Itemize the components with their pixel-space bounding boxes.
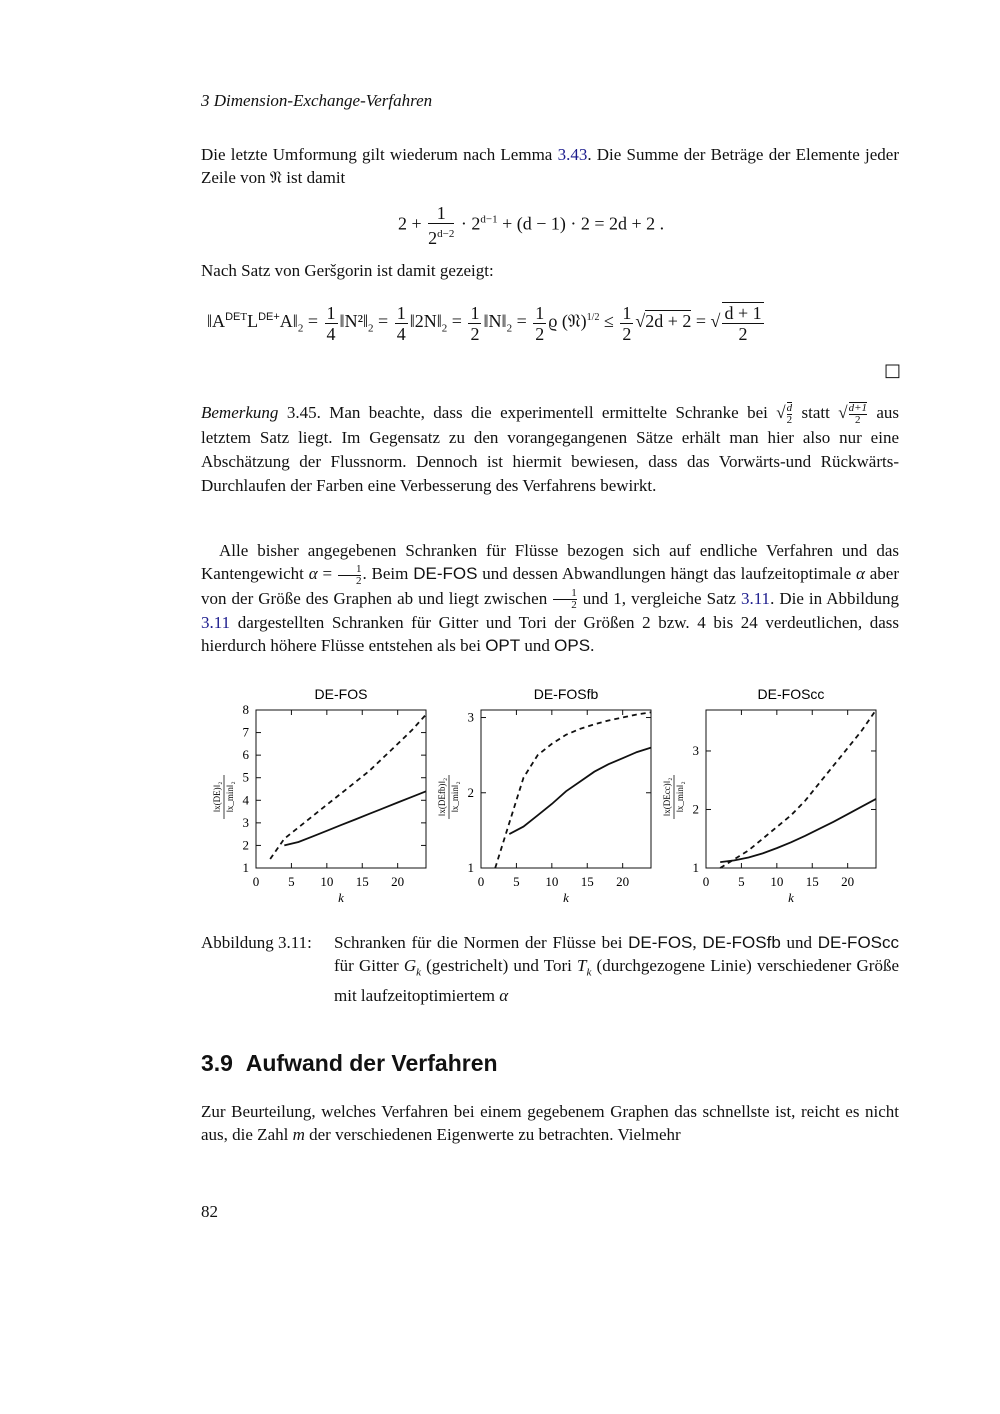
y-tick-label: 8: [242, 702, 249, 717]
x-tick-label: 20: [616, 874, 630, 889]
bounds-paragraph: Alle bisher angegebenen Schranken für Flüsse bezogen sich auf endliche Verfahren und das Kantengewicht α = $\frac{1}{2}$ . Beim DE-FOS und dessen Abwandlungen hängt das laufzeitoptimale α aber von der Größe des Graphen ab und liegt zwischen $\frac{1}{2}$ und 1, vergleiche Satz 3.11. Die in Abbildung 3.11 dargestellten Schranken für Gitter und Tori der Größen 2 bzw. 4 bis 24 verdeutlichen, dass hierdurch höhere Flüsse entstehen als bei OPT und OPS.: [201, 541, 899, 656]
chart-title: DE-FOS: [314, 686, 368, 702]
y-tick-label: 3: [242, 814, 249, 830]
chart-1: [212, 686, 426, 905]
series-tori-solid: [509, 748, 651, 835]
y-label-numerator: ‖x(DEcc)‖₂: [662, 777, 672, 817]
y-axis-label: [662, 775, 685, 819]
x-axis-label: k: [788, 890, 794, 905]
equation-row-sum: 2 + $\frac{1}{2^{d-2}}$ · $2^{d-1} + (d - 1) \cdot 2 = 2d + 2$ .: [398, 203, 665, 248]
lemma-link[interactable]: 3.43: [557, 145, 588, 164]
series-gitter-dashed: [270, 715, 426, 860]
chart-2: [437, 686, 651, 905]
series-gitter-dashed: [495, 712, 651, 868]
x-tick-label: 15: [805, 874, 819, 889]
chart-frame: [706, 710, 876, 868]
caption-label: Abbildung 3.11:: [201, 933, 312, 952]
abbildung-link[interactable]: 3.11: [201, 613, 231, 633]
figure-caption: Abbildung 3.11: Schranken für die Normen der Flüsse bei DE-FOS, DE-FOSfb und DE-FOScc für Gitter $G_k$ (gestrichelt) und Tori $T_k$ (durchgezogene Linie) verschiedener Größe mit laufzeitoptimiertem α: [201, 933, 900, 1006]
y-tick-label: 1: [692, 860, 699, 875]
x-axis-label: k: [563, 890, 569, 905]
satz-link[interactable]: 3.11: [740, 588, 771, 608]
y-tick-label: 3: [692, 742, 699, 758]
y-tick-label: 4: [242, 792, 249, 808]
x-tick-label: 5: [738, 874, 745, 889]
x-tick-label: 20: [841, 874, 855, 889]
y-tick-label: 7: [242, 724, 249, 740]
x-tick-label: 10: [770, 874, 784, 889]
y-tick-label: 2: [692, 801, 699, 817]
x-tick-label: 0: [702, 874, 710, 889]
section-heading: 3.9 Aufwand der Verfahren: [201, 1050, 498, 1076]
page-number: 82: [201, 1202, 218, 1221]
y-tick-label: 2: [242, 837, 249, 853]
y-label-denominator: ‖x_min‖₂: [450, 781, 460, 813]
chart-title: DE-FOScc: [757, 686, 825, 702]
running-header: 3 Dimension-Exchange-Verfahren: [201, 91, 433, 110]
y-tick-label: 2: [467, 784, 474, 800]
intro-paragraph: Die letzte Umformung gilt wiederum nach Lemma 3.43. Die Summe der Beträge der Elemente jeder Zeile von 𝔑 ist damit: [201, 145, 899, 187]
chart-title: DE-FOSfb: [533, 686, 599, 702]
qed-symbol: □: [884, 360, 902, 381]
y-axis-label: [212, 775, 235, 819]
chart-frame: [256, 710, 426, 868]
x-tick-label: 15: [355, 874, 369, 889]
remark-paragraph: Bemerkung 3.45. Man beachte, dass die experimentell ermittelte Schranke bei √ $\frac{d}{2}$ statt √ $\frac{d+1}{2}$ aus letztem Satz liegt. Im Gegensatz zu den vorangegangenen Sätze erhält man hier also nur eine Abschätzung der Flussnorm. Dennoch ist hiermit bewiesen, dass das Vorwärts-und Rückwärts-Durchlaufen der Farben eine Verbesserung des Verfahrens bewirkt.: [201, 402, 900, 496]
series-tori-solid: [284, 791, 426, 845]
x-tick-label: 15: [580, 874, 594, 889]
x-tick-label: 10: [545, 874, 559, 889]
y-tick-label: 1: [467, 860, 474, 875]
y-label-numerator: ‖x(DE)‖₂: [212, 781, 222, 813]
chart-frame: [481, 710, 651, 868]
x-tick-label: 0: [477, 874, 485, 889]
series-gitter-dashed: [720, 710, 876, 868]
y-tick-label: 6: [242, 747, 249, 763]
x-tick-label: 5: [288, 874, 295, 889]
x-axis-label: k: [338, 890, 344, 905]
x-tick-label: 20: [391, 874, 405, 889]
y-label-numerator: ‖x(DEfb)‖₂: [437, 777, 447, 817]
chart-3: [662, 686, 876, 905]
equation-norm-bound: $‖A^{DET}L^{DE+}A‖_2$ = $\frac{1}{4}$ $‖N^2‖_2$ = $\frac{1}{4}$ $‖2N‖_2$ = $\frac{1}{2}$ $‖N‖_2$ = $\frac{1}{2}$ ϱ (𝔑)$^{1/2}$ ≤ $\frac{1}{2}$ √2d + 2 = √ $\frac{d + 1}{2}$: [207, 302, 762, 344]
y-label-denominator: ‖x_min‖₂: [225, 781, 235, 813]
x-tick-label: 0: [252, 874, 260, 889]
y-tick-label: 3: [467, 709, 474, 725]
x-tick-label: 10: [320, 874, 334, 889]
gersgorin-line: Nach Satz von Geršgorin ist damit gezeigt:: [201, 261, 494, 280]
y-axis-label: [437, 775, 460, 819]
x-tick-label: 5: [513, 874, 520, 889]
y-tick-label: 1: [242, 860, 249, 875]
series-tori-solid: [720, 799, 876, 862]
y-tick-label: 5: [242, 769, 249, 785]
y-label-denominator: ‖x_min‖₂: [675, 781, 685, 813]
effort-paragraph: Zur Beurteilung, welches Verfahren bei einem gegebenem Graphen das schnellste ist, reicht es nicht aus, die Zahl m der verschiedenen Eigenwerte zu betrachten. Vielmehr: [201, 1102, 899, 1144]
